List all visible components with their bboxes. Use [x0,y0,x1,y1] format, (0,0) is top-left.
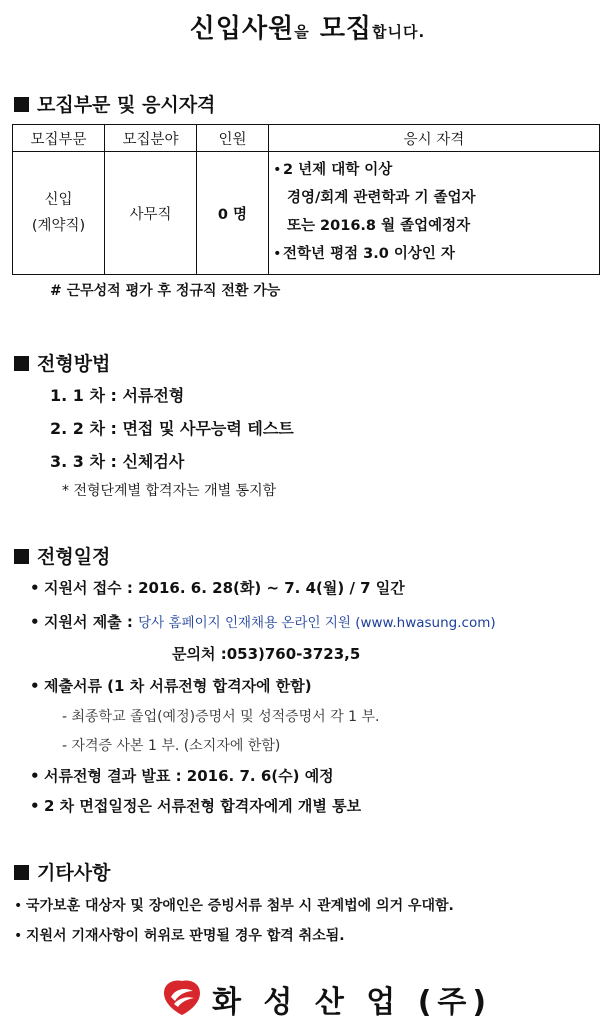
qualification-text: 전학년 평점 3.0 이상인 자 [283,246,455,262]
schedule-text: 제출서류 (1 차 서류전형 합격자에 한함) [44,677,312,695]
table-header: 응시 자격 [269,125,600,152]
bullet-icon: • [30,767,40,785]
other-item-text: 국가보훈 대상자 및 장애인은 증빙서류 첨부 시 관계법에 의거 우대함. [26,898,454,914]
field-cell: 사무직 [105,152,197,275]
schedule-item [30,577,405,598]
company-name: 화 성 산 업 (주) [212,985,493,1020]
division-line: (계약직) [31,218,86,234]
division-cell [13,152,105,275]
table-row [13,152,600,275]
selection-note: * 전형단계별 합격자는 개별 통지함 [62,483,277,499]
section-heading-other [14,858,110,885]
square-bullet-icon [14,865,29,880]
bullet-icon: • [30,797,40,815]
table-header: 모집분야 [105,125,197,152]
contact-info: 문의처 :053)760-3723,5 [172,645,361,663]
schedule-item [30,765,334,786]
table-header-row [13,125,600,152]
page-title [0,8,615,45]
title-particle: 을 [294,23,310,41]
schedule-item [30,675,312,696]
section-heading-schedule [14,542,110,569]
selection-step: 2. 2 차 : 면접 및 사무능력 테스트 [50,419,294,438]
bullet-icon: • [30,677,40,695]
title-tail: 합니다. [372,23,426,41]
qualification-text: 또는 2016.8 월 졸업예정자 [287,218,471,234]
schedule-item [30,611,496,632]
table-note: # 근무성적 평가 후 정규직 전환 가능 [50,283,281,299]
qualification-text: 경영/회계 관련학과 기 졸업자 [287,190,476,206]
square-bullet-icon [14,97,29,112]
qualification-item [273,184,599,212]
schedule-item [30,795,361,816]
qualification-cell [269,152,600,275]
other-item [14,895,454,915]
document-item: - 최종학교 졸업(예정)증명서 및 성적증명서 각 1 부. [62,709,380,725]
headcount-cell: 0 명 [197,152,269,275]
bullet-icon: • [30,613,40,631]
bullet-icon: • [273,246,282,262]
section-heading-text: 전형일정 [37,546,111,568]
document-item: - 자격증 사본 1 부. (소지자에 한함) [62,738,281,754]
square-bullet-icon [14,356,29,371]
title-text-b: 모집 [319,14,373,44]
selection-step: 1. 1 차 : 서류전형 [50,386,185,405]
qualification-text: 2 년제 대학 이상 [283,162,393,178]
square-bullet-icon [14,549,29,564]
table-header: 모집부문 [13,125,105,152]
qualification-item [273,240,599,268]
other-item-text: 지원서 기재사항이 허위로 판명될 경우 합격 취소됨. [26,928,345,944]
recruitment-table [12,124,600,275]
bullet-icon: • [273,162,282,178]
table-header: 인원 [197,125,269,152]
section-heading-recruitment [14,90,215,117]
division-line: 신입 [44,192,73,208]
section-heading-text: 모집부문 및 응시자격 [37,94,216,116]
schedule-text: 서류전형 결과 발표 : 2016. 7. 6(수) 예정 [44,767,334,785]
schedule-text: 2 차 면접일정은 서류전형 합격자에게 개별 통보 [44,797,362,815]
bullet-icon: • [14,898,23,914]
submission-link[interactable]: 당사 홈페이지 인재채용 온라인 지원 (www.hwasung.com) [138,615,496,631]
section-heading-text: 기타사항 [37,862,111,884]
bullet-icon: • [14,928,23,944]
selection-step: 3. 3 차 : 신체검사 [50,452,185,471]
hwasung-logo-icon [160,977,204,1017]
schedule-text: 지원서 제출 : [44,613,133,631]
other-item [14,925,345,945]
qualification-item [273,156,599,184]
qualification-item [273,212,599,240]
schedule-text: 지원서 접수 : 2016. 6. 28(화) ~ 7. 4(월) / 7 일간 [44,579,405,597]
title-text-a: 신입사원 [189,14,295,44]
bullet-icon: • [30,579,40,597]
section-heading-text: 전형방법 [37,353,111,375]
section-heading-selection [14,349,110,376]
